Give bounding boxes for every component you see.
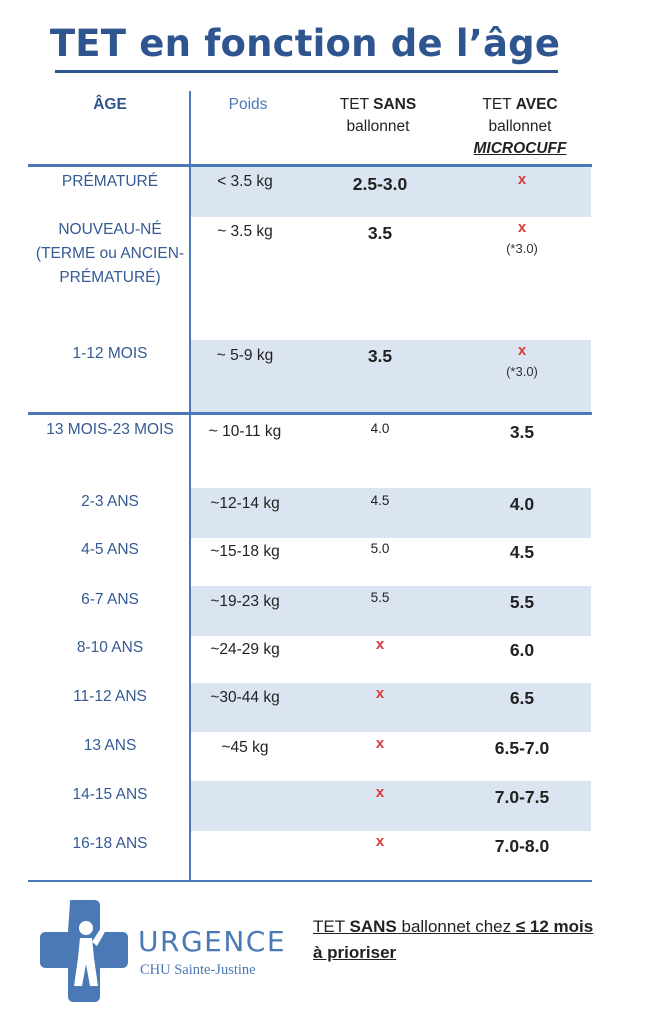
poids-cell: ~ 10-11 kg (208, 423, 282, 440)
poids-cell: ~19-23 kg (210, 593, 280, 610)
tet-avec-cell (452, 339, 592, 381)
tet-avec-cell: 4.0 (509, 494, 535, 514)
age-cell: NOUVEAU-NÉ (TERME ou ANCIEN-PRÉMATURÉ) (35, 221, 185, 286)
section-divider (28, 412, 592, 415)
logo-urgence-text: URGENCE (138, 925, 287, 958)
logo-chu-text: CHU Sainte-Justine (140, 962, 256, 978)
poids-cell: ~30-44 kg (210, 689, 280, 706)
poids-cell: ~ 3.5 kg (217, 223, 273, 240)
section-divider (28, 164, 592, 167)
header-poids: Poids (228, 96, 268, 113)
not-applicable-mark: x (517, 342, 527, 359)
age-cell: 11-12 ANS (73, 688, 147, 705)
not-applicable-mark: x (517, 219, 527, 236)
tet-avec-cell: 3.5 (509, 422, 535, 442)
age-cell: 13 MOIS-23 MOIS (46, 421, 174, 438)
tet-avec-cell: 6.5 (509, 688, 535, 708)
tet-sans-cell: x (375, 636, 385, 653)
column-divider (189, 91, 191, 880)
header-sans-bold: SANS (373, 96, 417, 113)
age-cell: 13 ANS (83, 737, 137, 754)
poids-cell: ~45 kg (221, 739, 269, 756)
header-avec-brand: MICROCUFF (473, 140, 567, 157)
tet-avec-cell: 4.5 (509, 542, 535, 562)
tet-sans-cell: x (375, 735, 385, 752)
tet-sans-cell: 4.5 (370, 493, 390, 508)
tet-sans-cell: 3.5 (367, 346, 393, 366)
tet-avec-cell: 6.0 (509, 640, 535, 660)
table-bottom-rule (28, 880, 592, 882)
poids-cell: ~15-18 kg (210, 543, 280, 560)
header-sans-prefix: TET (339, 96, 374, 113)
tet-avec-cell: 6.5-7.0 (494, 738, 550, 758)
poids-cell: ~ 5-9 kg (216, 347, 274, 364)
note-mid: ballonnet chez (396, 917, 516, 936)
tet-avec-cell: 7.0-7.5 (494, 787, 550, 807)
age-cell: 8-10 ANS (76, 639, 144, 656)
header-tet-avec (450, 94, 590, 160)
tet-avec-cell (452, 216, 592, 258)
header-avec-bold: AVEC (515, 96, 558, 113)
tet-sans-cell: x (375, 833, 385, 850)
tet-sans-cell: 4.0 (370, 421, 390, 436)
header-age: ÂGE (93, 96, 127, 113)
age-cell: PRÉMATURÉ (61, 173, 159, 190)
tet-sans-cell: 5.0 (370, 541, 390, 556)
poids-cell: < 3.5 kg (217, 173, 273, 190)
poids-cell: ~24-29 kg (210, 641, 280, 658)
tet-sans-cell: 5.5 (370, 590, 390, 605)
urgence-cross-logo-icon (40, 898, 128, 1004)
tet-avec-cell: x (517, 171, 527, 188)
note-bold: SANS (349, 917, 397, 936)
title-underline (55, 70, 558, 73)
header-avec-suffix: ballonnet (488, 118, 552, 135)
header-sans-suffix: ballonnet (346, 118, 410, 135)
age-cell: 2-3 ANS (81, 493, 139, 510)
tet-sans-cell: x (375, 685, 385, 702)
age-cell: 6-7 ANS (81, 591, 139, 608)
tet-avec-cell: 5.5 (509, 592, 535, 612)
footer-note (313, 914, 603, 966)
tet-sans-cell: 3.5 (367, 223, 393, 243)
note-bold2: ≤ 12 mois à prioriser (313, 917, 594, 962)
avec-note: (*3.0) (506, 364, 538, 379)
header-tet-sans (318, 94, 438, 138)
age-cell: 16-18 ANS (72, 835, 148, 852)
note-prefix: TET (313, 917, 350, 936)
age-cell: 1-12 MOIS (72, 345, 148, 362)
page-title: TET en fonction de l’âge (49, 22, 561, 65)
tet-avec-cell: 7.0-8.0 (494, 836, 550, 856)
avec-note: (*3.0) (506, 241, 538, 256)
header-avec-prefix: TET (482, 96, 516, 113)
tet-sans-cell: x (375, 784, 385, 801)
tet-sans-cell: 2.5-3.0 (352, 174, 408, 194)
age-cell: 4-5 ANS (81, 541, 139, 558)
age-cell: 14-15 ANS (72, 786, 148, 803)
poids-cell: ~12-14 kg (210, 495, 280, 512)
